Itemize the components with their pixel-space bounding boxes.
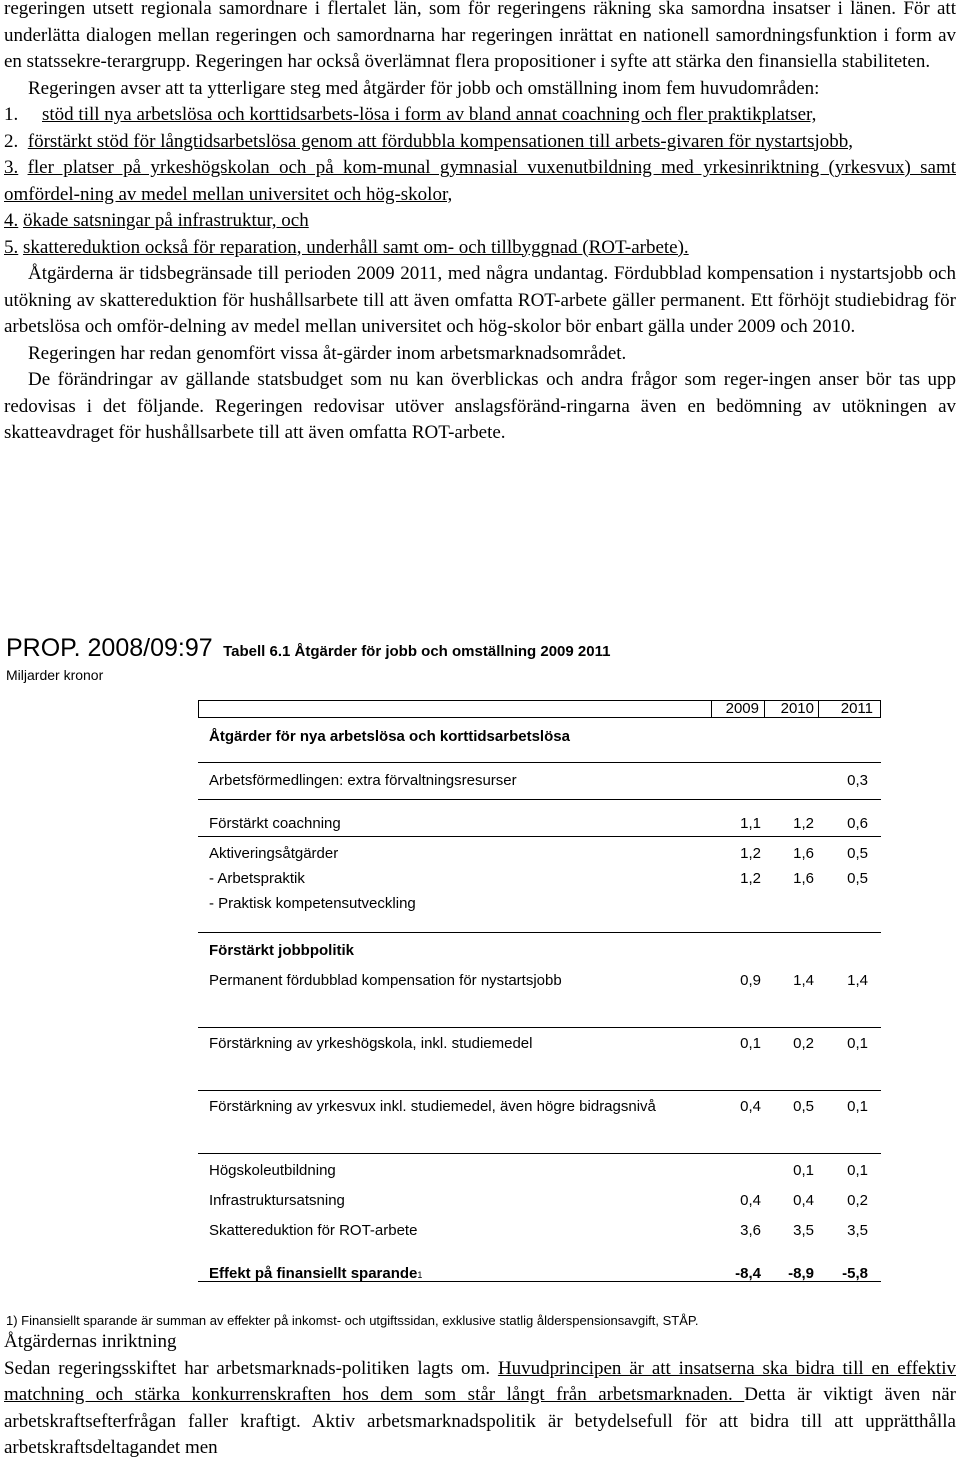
row-label: Skattereduktion för ROT-arbete [209,1222,418,1239]
row-divider [198,932,881,933]
cell-2009: -8,4 [735,1265,761,1282]
row-divider [198,836,881,837]
list-number: 2. [4,130,19,152]
cell-2009: 0,1 [740,1035,761,1052]
cell-2009: 1,2 [740,845,761,862]
cell-2011: 1,4 [847,972,868,989]
list-item [4,129,956,156]
row-label: Förstärkt coachning [209,815,341,832]
paragraph-text: Detta är viktigt även när arbetskraftsefterfrågan faller kraftigt. Aktiv arbetsmarknadspolitik är betydelsefull för att bidra till att upprätthålla arbetskraftsdeltagandet men [4,1384,956,1458]
list-text: fler platser på yrkeshögskolan och på kom-munal gymnasial vuxenutbildning med yrkesinriktning (yrkesvux) samt omfördel-ning av medel mellan universitet och hög-skolor, [4,157,956,205]
total-row-label [209,1265,422,1284]
intro-section [4,0,956,447]
cell-2011: 0,1 [847,1035,868,1052]
table-border [198,700,199,718]
cell-2009: 3,6 [740,1222,761,1239]
intro-paragraph: Åtgärderna är tidsbegränsade till perioden 2009 2011, med några undantag. Fördubblad kompensation i nystartsjobb och utökning av skattereduktion för hushållsarbete till att även omfatta ROT-arbete gäller permanent. Ett förhöjt studiebidrag för arbetslösa och omför-delning av medel mellan universitet och hög-skolor bör enbart gälla under 2009 och 2010. [4,263,956,337]
cell-2011: 0,1 [847,1098,868,1115]
prop-code: PROP. 2008/09:97 [6,634,213,662]
list-item [4,208,956,235]
outro-section [4,1329,956,1462]
row-label: - Praktisk kompetensutveckling [209,895,416,912]
outro-paragraph [4,1356,956,1462]
row-divider [198,799,881,800]
intro-paragraph: De förändringar av gällande statsbudget som nu kan överblickas och andra frågor som reger-ingen anser bör tas upp redovisas i det följande. Regeringen redovisar utöver anslagsföränd-ringarna även en bedömning av utökningen av skatteavdraget för hushållsarbete till att även omfatta ROT-arbete. [4,369,956,443]
list-number: 3. [4,157,19,178]
cell-2010: -8,9 [788,1265,814,1282]
cell-2010: 1,2 [793,815,814,832]
year-header: 2009 [725,700,759,717]
cell-2009: 0,9 [740,972,761,989]
row-label: Arbetsförmedlingen: extra förvaltningsresurser [209,772,517,789]
list-number: 5. [4,236,19,258]
cell-2009: 1,1 [740,815,761,832]
row-label: Aktiveringsåtgärder [209,845,339,862]
cell-2009: 0,4 [740,1192,761,1209]
cell-2010: 3,5 [793,1222,814,1239]
footnote-marker: 1 [417,1270,423,1280]
row-label: Förstärkning av yrkesvux inkl. studiemedel, även högre bidragsnivå [209,1098,656,1115]
row-label: Permanent fördubblad kompensation för nystartsjobb [209,972,562,989]
cell-2009: 0,4 [740,1098,761,1115]
list-number: 1. [4,104,19,125]
cell-2011: 0,5 [847,870,868,887]
intro-paragraph: Regeringen har redan genomfört vissa åt-gärder inom arbetsmarknadsområdet. [28,342,627,364]
row-label: - Arbetspraktik [209,870,305,887]
row-divider [198,1153,881,1154]
year-header: 2010 [780,700,814,717]
year-header: 2011 [840,700,873,717]
cell-2010: 0,5 [793,1098,814,1115]
section-heading: Åtgärdernas inriktning [4,1331,177,1352]
cell-2010: 0,2 [793,1035,814,1052]
section-heading: Åtgärder för nya arbetslösa och korttidsarbetslösa [209,728,570,745]
list-item [4,155,956,208]
measures-table [198,700,881,1282]
table-title: Tabell 6.1 Åtgärder för jobb och omställning 2009 2011 [223,643,611,660]
cell-2010: 1,4 [793,972,814,989]
table-footnote: 1) Finansiellt sparande är summan av effekter på inkomst- och utgiftssidan, exklusive statlig ålderspensionsavgift, STÅP. [6,1313,699,1328]
list-text: förstärkt stöd för långtidsarbetslösa genom att fördubbla kompensationen till arbets-givaren för nystartsjobb, [27,130,853,152]
table-border [880,700,881,718]
cell-2010: 1,6 [793,870,814,887]
cell-2011: 0,3 [847,772,868,789]
list-text: ökade satsningar på infrastruktur, och [23,210,309,231]
cell-2011: 0,2 [847,1192,868,1209]
list-text: skattereduktion också för reparation, underhåll samt om- och tillbyggnad (ROT-arbete). [23,236,689,258]
cell-2011: 0,1 [847,1162,868,1179]
cell-2010: 0,1 [793,1162,814,1179]
row-divider [198,1027,881,1028]
row-label: Högskoleutbildning [209,1162,336,1179]
cell-2010: 0,4 [793,1192,814,1209]
row-label: Infrastruktursatsning [209,1192,345,1209]
row-divider [198,762,881,763]
intro-paragraph: regeringen utsett regionala samordnare i flertalet län, som för regeringens räkning ska samordna insatser i länen. För att underlätta dialogen mellan regeringen och samordnarna har regeringen inrättat en nationell samordningsfunktion i form av en statssekre-terargrupp. Regeringen har också överlämnat flera propositioner i syfte att stärka den finansiella stabiliteten. [4,0,956,72]
list-text: stöd till nya arbetslösa och korttidsarbets-lösa i form av bland annat coachning och fler praktikplatser, [42,104,817,125]
paragraph-underlined-text: Huvudprincipen är att insatserna ska bidra till en effektiv matchning och stärka konkurrenskraften hos dem som står långt från arbetsmarknaden. [4,1357,956,1405]
cell-2011: 0,6 [847,815,868,832]
list-item [4,235,956,262]
total-label-text: Effekt på finansiellt sparande [209,1265,418,1282]
table-header [6,634,610,663]
cell-2009: 1,2 [740,870,761,887]
cell-2011: 0,5 [847,845,868,862]
row-divider [198,1090,881,1091]
section-heading: Förstärkt jobbpolitik [209,942,355,959]
cell-2011: -5,8 [842,1265,868,1282]
list-number: 4. [4,210,19,231]
unit-label: Miljarder kronor [6,667,104,683]
row-label: Förstärkning av yrkeshögskola, inkl. studiemedel [209,1035,533,1052]
paragraph-text: Sedan regeringsskiftet har arbetsmarknads-politiken lagts om. [4,1357,498,1379]
cell-2010: 1,6 [793,845,814,862]
cell-2011: 3,5 [847,1222,868,1239]
intro-paragraph: Regeringen avser att ta ytterligare steg med åtgärder för jobb och omställning inom fem huvudområden: [28,77,820,99]
list-item [4,102,956,129]
